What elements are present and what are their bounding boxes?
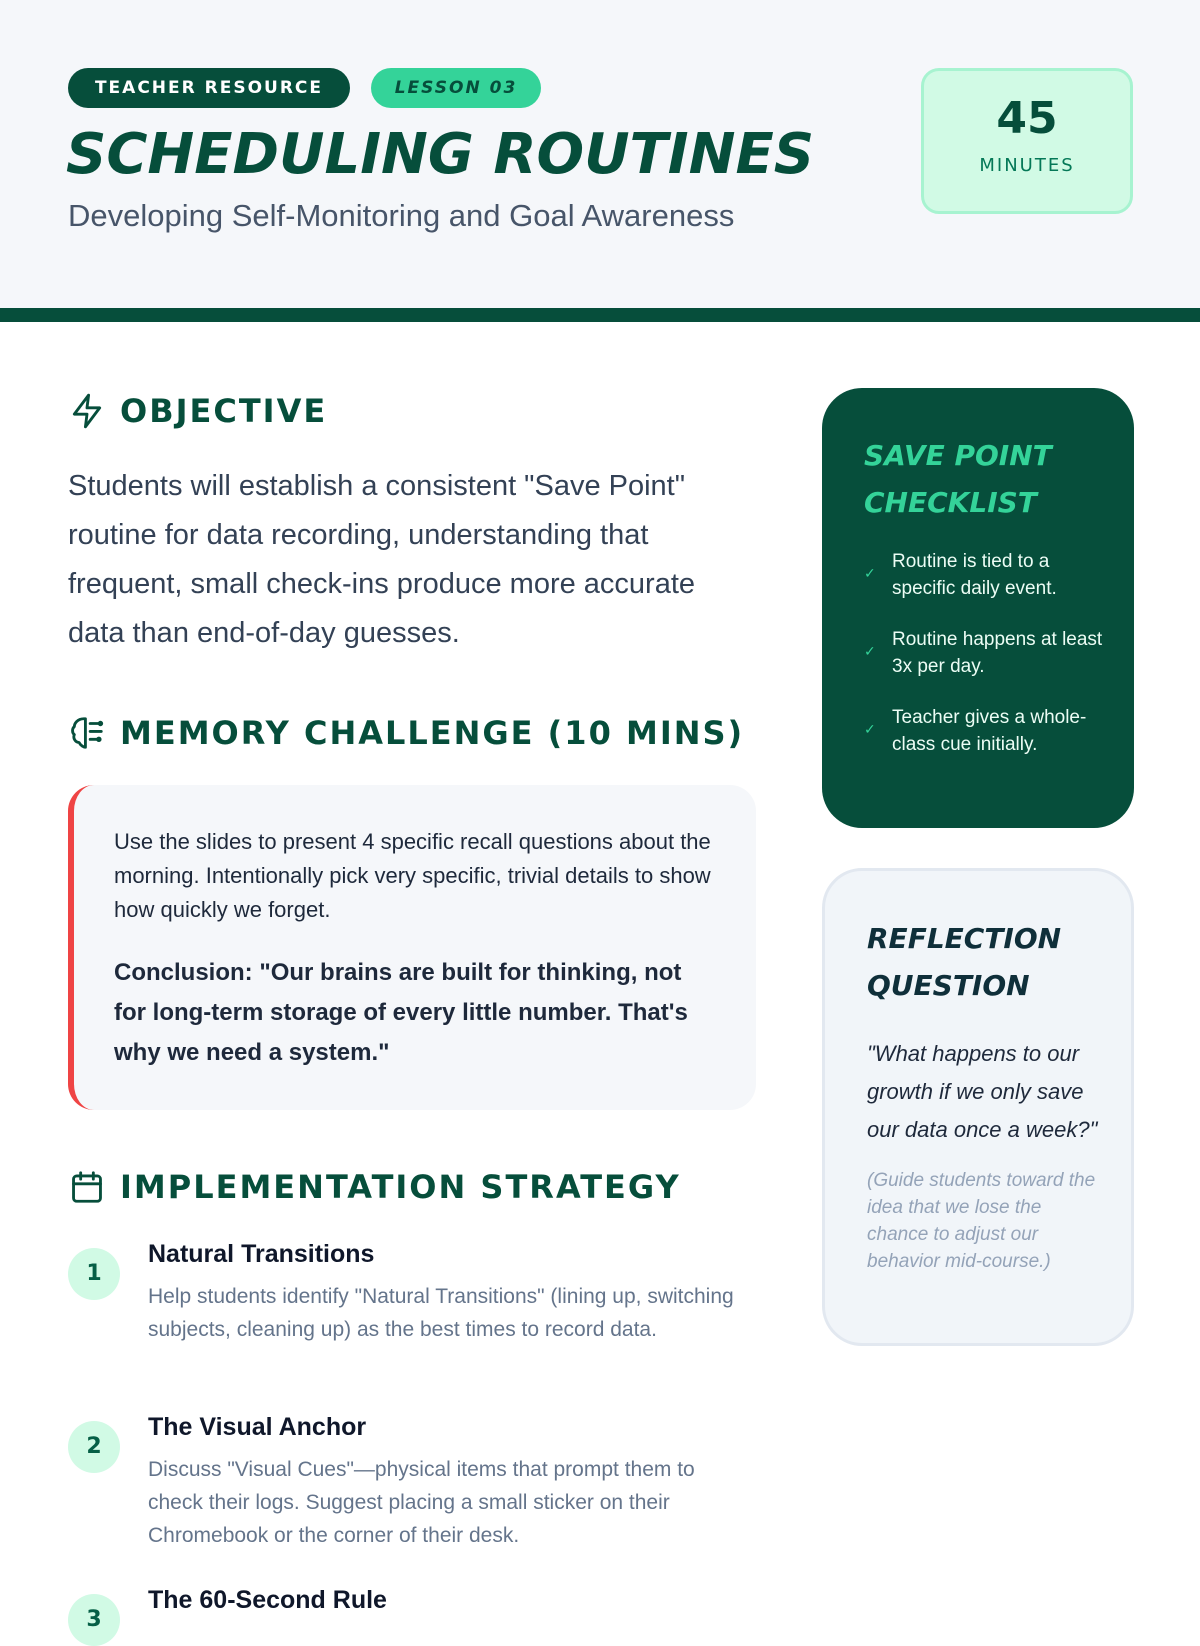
- checklist-item: [864, 548, 1104, 602]
- brain-icon: [68, 714, 106, 752]
- step-number: 1: [68, 1248, 120, 1300]
- checklist-item-text: Routine is tied to a specific daily event.: [892, 551, 1057, 599]
- page-title: SCHEDULING ROUTINES: [66, 122, 815, 187]
- duration-box: [921, 68, 1133, 214]
- duration-unit: MINUTES: [979, 155, 1075, 176]
- step-title: The 60-Second Rule: [148, 1586, 387, 1614]
- memory-instructions: Use the slides to present 4 specific recall questions about the morning. Intentionally pick very specific, trivial details to show how quickly we forget.: [114, 829, 711, 922]
- implementation-heading-text: IMPLEMENTATION STRATEGY: [120, 1168, 681, 1206]
- checklist-item-text: Routine happens at least 3x per day.: [892, 629, 1103, 677]
- check-icon: ✓: [864, 644, 876, 660]
- checklist-title: SAVE POINT CHECKLIST: [864, 439, 1052, 519]
- checklist-item: [864, 626, 1104, 680]
- objective-text: Students will establish a consistent "Save Point" routine for data recording, understanding that frequent, small check-ins produce more accurate data than end-of-day guesses.: [68, 470, 696, 649]
- strategy-step: [68, 1586, 768, 1632]
- step-description: Discuss "Visual Cues"—physical items that prompt them to check their logs. Suggest placing a small sticker on their Chromebook or the corner of their desk.: [148, 1458, 695, 1547]
- page-subtitle: Developing Self-Monitoring and Goal Awareness: [68, 198, 735, 233]
- strategy-step: [68, 1413, 768, 1553]
- objective-heading-text: OBJECTIVE: [120, 392, 328, 430]
- memory-conclusion: Conclusion: "Our brains are built for thinking, not for long-term storage of every little number. That's why we need a system.": [114, 959, 688, 1066]
- step-number: 3: [68, 1594, 120, 1646]
- memory-challenge-card: [68, 785, 756, 1110]
- step-title: Natural Transitions: [148, 1240, 375, 1268]
- step-description: Help students identify "Natural Transitions" (lining up, switching subjects, cleaning up) as the best times to record data.: [148, 1285, 734, 1341]
- memory-heading: [68, 714, 744, 752]
- lightning-icon: [68, 392, 106, 430]
- implementation-heading: [68, 1168, 681, 1206]
- lesson-badge: LESSON 03: [371, 68, 541, 108]
- checklist-item: [864, 704, 1104, 758]
- checklist-items: [864, 548, 1104, 758]
- teacher-resource-badge: TEACHER RESOURCE: [68, 68, 350, 108]
- check-icon: ✓: [864, 566, 876, 582]
- reflection-guidance: (Guide students toward the idea that we lose the chance to adjust our behavior mid-course.): [867, 1170, 1096, 1272]
- reflection-question-card: [822, 868, 1134, 1346]
- step-title: The Visual Anchor: [148, 1413, 367, 1441]
- reflection-title: REFLECTION QUESTION: [867, 922, 1062, 1002]
- checklist-item-text: Teacher gives a whole-class cue initially.: [892, 707, 1087, 755]
- save-point-checklist-card: [822, 388, 1134, 828]
- header-divider: [0, 308, 1200, 322]
- reflection-question: "What happens to our growth if we only save our data once a week?": [867, 1041, 1098, 1142]
- strategy-step: [68, 1240, 768, 1380]
- memory-heading-text: MEMORY CHALLENGE (10 MINS): [120, 714, 745, 752]
- check-icon: ✓: [864, 722, 876, 738]
- step-number: 2: [68, 1421, 120, 1473]
- calendar-icon: [68, 1168, 106, 1206]
- duration-value: 45: [996, 93, 1058, 144]
- objective-heading: [68, 392, 327, 430]
